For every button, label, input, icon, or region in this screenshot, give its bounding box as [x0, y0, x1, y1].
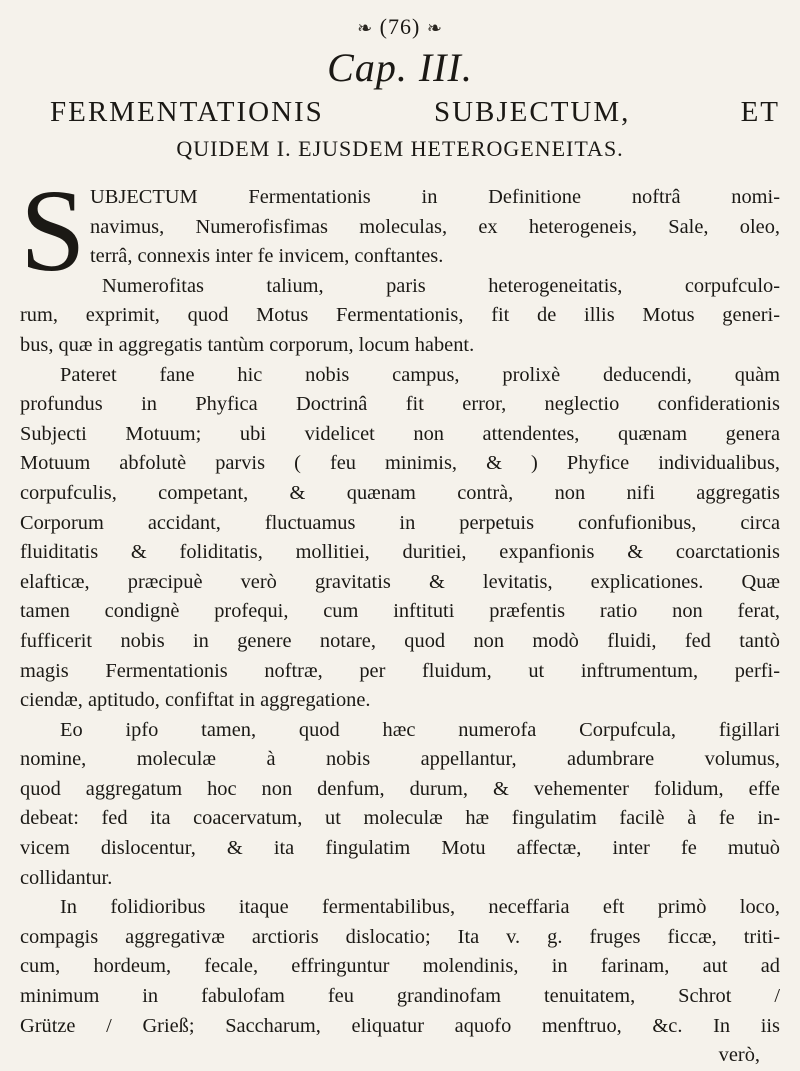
text-line: Eo ipfo tamen, quod hæc numerofa Corpufcula, figillari: [60, 718, 780, 741]
text-line: compagis aggregativæ arctioris dislocatio; Ita v. g. fruges ficcæ, triti-: [20, 925, 780, 948]
text-line: bus, quæ in aggregatis tantùm corporum, locum habent.: [20, 333, 475, 356]
text-line: Subjecti Motuum; ubi videlicet non attendentes, quænam genera: [20, 422, 780, 445]
text-line: terrâ, connexis inter fe invicem, conftantes.: [90, 245, 444, 268]
text-line: cum, hordeum, fecale, effringuntur molendinis, in farinam, aut ad: [20, 955, 780, 978]
chapter-heading: Cap. III.: [327, 45, 473, 90]
text-line: navimus, Numerofisfimas moleculas, ex heterogeneis, Sale, oleo,: [90, 215, 780, 238]
text-line: ciendæ, aptitudo, confiftat in aggregatione.: [20, 689, 371, 712]
text-line: Numerofitas talium, paris heterogeneitatis, corpufculo-: [102, 274, 780, 297]
text-line: fufficerit nobis in genere notare, quod non modò fluidi, fed tantò: [20, 629, 780, 652]
text-line: In folidioribus itaque fermentabilibus, neceffaria eft primò loco,: [60, 896, 780, 919]
text-line: Pateret fane hic nobis campus, prolixè deducendi, quàm: [60, 363, 780, 386]
ornament-left-icon: ❧: [357, 18, 374, 38]
text-line: rum, exprimit, quod Motus Fermentationis, fit de illis Motus generi-: [20, 304, 780, 327]
ornament-right-icon: ❧: [426, 18, 443, 38]
page-number: (76): [379, 14, 421, 39]
text-line: elafticæ, præcipuè verò gravitatis & levitatis, explicationes. Quæ: [20, 570, 780, 593]
body-text: [20, 183, 780, 1071]
section-title-line-2: QUIDEM I. EJUSDEM HETEROGENEITAS.: [176, 136, 624, 161]
text-line: fluiditatis & foliditatis, mollitiei, duritiei, expanfionis & coarctationis: [20, 541, 780, 564]
text-line: UBJECTUM Fermentationis in Definitione noftrâ nomi-: [90, 186, 780, 208]
catchword: verò,: [718, 1044, 760, 1067]
text-line: debeat: fed ita coacervatum, ut moleculæ hæ fingulatim facilè à fe in-: [20, 807, 780, 830]
text-line: collidantur.: [20, 866, 113, 889]
text-line: vicem dislocentur, & ita fingulatim Motu affectæ, inter fe mutuò: [20, 837, 780, 860]
page-header: [0, 14, 800, 40]
drop-cap: S: [20, 165, 86, 296]
text-line: corpufculis, competant, & quænam contrà, non nifi aggregatis: [20, 481, 780, 504]
text-line: minimum in fabulofam feu grandinofam tenuitatem, Schrot /: [20, 985, 780, 1008]
text-line: Grütze / Grieß; Saccharum, eliquatur aquofo menftruo, &c. In iis: [20, 1014, 780, 1037]
text-line: tamen condignè profequi, cum inftituti præfentis ratio non ferat,: [20, 600, 780, 623]
text-line: nomine, moleculæ à nobis appellantur, adumbrare volumus,: [20, 748, 780, 771]
text-line: Motuum abfolutè parvis ( feu minimis, & ) Phyfice individualibus,: [20, 452, 780, 475]
text-line: Corporum accidant, fluctuamus in perpetuis confufionibus, circa: [20, 511, 780, 534]
text-line: quod aggregatum hoc non denfum, durum, & vehementer folidum, effe: [20, 777, 780, 800]
section-title-line-1: FERMENTATIONIS SUBJECTUM, ET: [50, 96, 780, 128]
text-line: profundus in Phyfica Doctrinâ fit error, neglectio confiderationis: [20, 393, 780, 416]
text-line: magis Fermentationis noftræ, per fluidum, ut inftrumentum, perfi-: [20, 659, 780, 682]
